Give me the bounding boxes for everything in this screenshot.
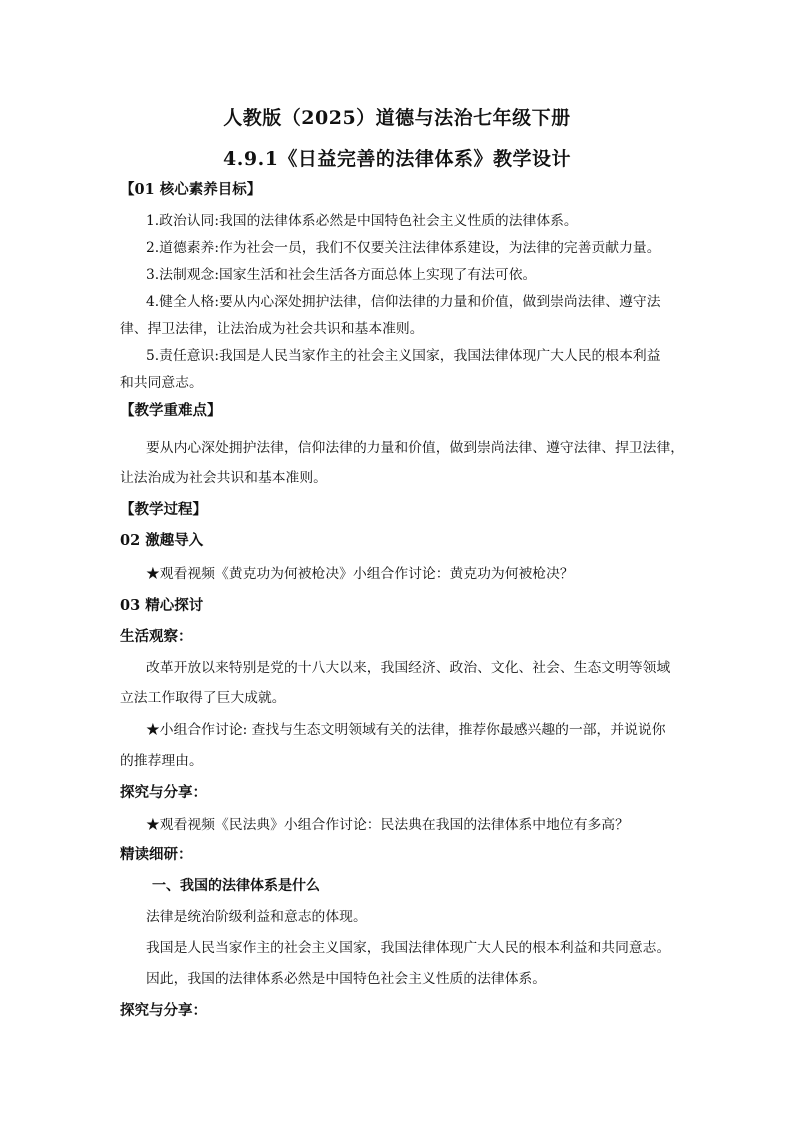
discussion-heading: 03 精心探讨	[120, 597, 204, 614]
goal-item-4: 4.健全人格:要从内心深处拥护法律，信仰法律的力量和价值，做到崇尚法律、遵守法	[146, 294, 661, 310]
explore-share-heading-2: 探究与分享：	[120, 1002, 207, 1019]
life-observation-line-1: 改革开放以来特别是党的十八大以来，我国经济、政治、文化、社会、生态文明等领域	[146, 660, 671, 676]
close-reading-heading: 精读细研：	[120, 846, 193, 863]
legal-system-subheading: 一、我国的法律体系是什么	[152, 878, 320, 894]
goal-item-3: 3.法制观念:国家生活和社会生活各方面总体上实现了有法可依。	[146, 267, 537, 283]
reading-line-2: 我国是人民当家作主的社会主义国家，我国法律体现广大人民的根本利益和共同意志。	[146, 940, 671, 956]
explore-share-heading: 探究与分享：	[120, 784, 207, 801]
key-points-line-1: 要从内心深处拥护法律，信仰法律的力量和价值，做到崇尚法律、遵守法律、捍卫法律，	[146, 440, 685, 456]
process-heading: 【教学过程】	[120, 501, 207, 518]
key-points-heading: 【教学重难点】	[120, 402, 222, 419]
goal-item-4-cont: 律、捍卫法律，让法治成为社会共识和基本准则。	[120, 321, 424, 337]
reading-line-1: 法律是统治阶级利益和意志的体现。	[146, 909, 367, 925]
group-task-line-2: 的推荐理由。	[120, 753, 203, 769]
key-points-line-2: 让法治成为社会共识和基本准则。	[120, 470, 327, 486]
goal-item-5: 5.责任意识:我国是人民当家作主的社会主义国家，我国法律体现广大人民的根本利益	[146, 348, 661, 364]
goal-item-5-cont: 和共同意志。	[120, 375, 203, 391]
document-title: 人教版（2025）道德与法治七年级下册	[223, 107, 571, 129]
goal-item-1: 1.政治认同:我国的法律体系必然是中国特色社会主义性质的法律体系。	[146, 213, 578, 229]
reading-line-3: 因此，我国的法律体系必然是中国特色社会主义性质的法律体系。	[146, 971, 547, 987]
goals-heading: 【01 核心素养目标】	[120, 181, 262, 198]
lesson-title: 4.9.1《日益完善的法律体系》教学设计	[223, 148, 571, 170]
life-observation-line-2: 立法工作取得了巨大成就。	[120, 690, 286, 706]
life-observation-heading: 生活观察：	[120, 628, 193, 645]
goal-item-2: 2.道德素养:作为社会一员，我们不仅要关注法律体系建设，为法律的完善贡献力量。	[146, 240, 661, 256]
intro-heading: 02 激趣导入	[120, 532, 204, 549]
intro-activity: ★观看视频《黄克功为何被枪决》小组合作讨论：黄克功为何被枪决？	[146, 566, 574, 582]
civil-code-activity: ★观看视频《民法典》小组合作讨论：民法典在我国的法律体系中地位有多高？	[146, 817, 629, 833]
group-task-line-1: ★小组合作讨论: 查找与生态文明领域有关的法律，推荐你最感兴趣的一部，并说说你	[146, 722, 666, 738]
